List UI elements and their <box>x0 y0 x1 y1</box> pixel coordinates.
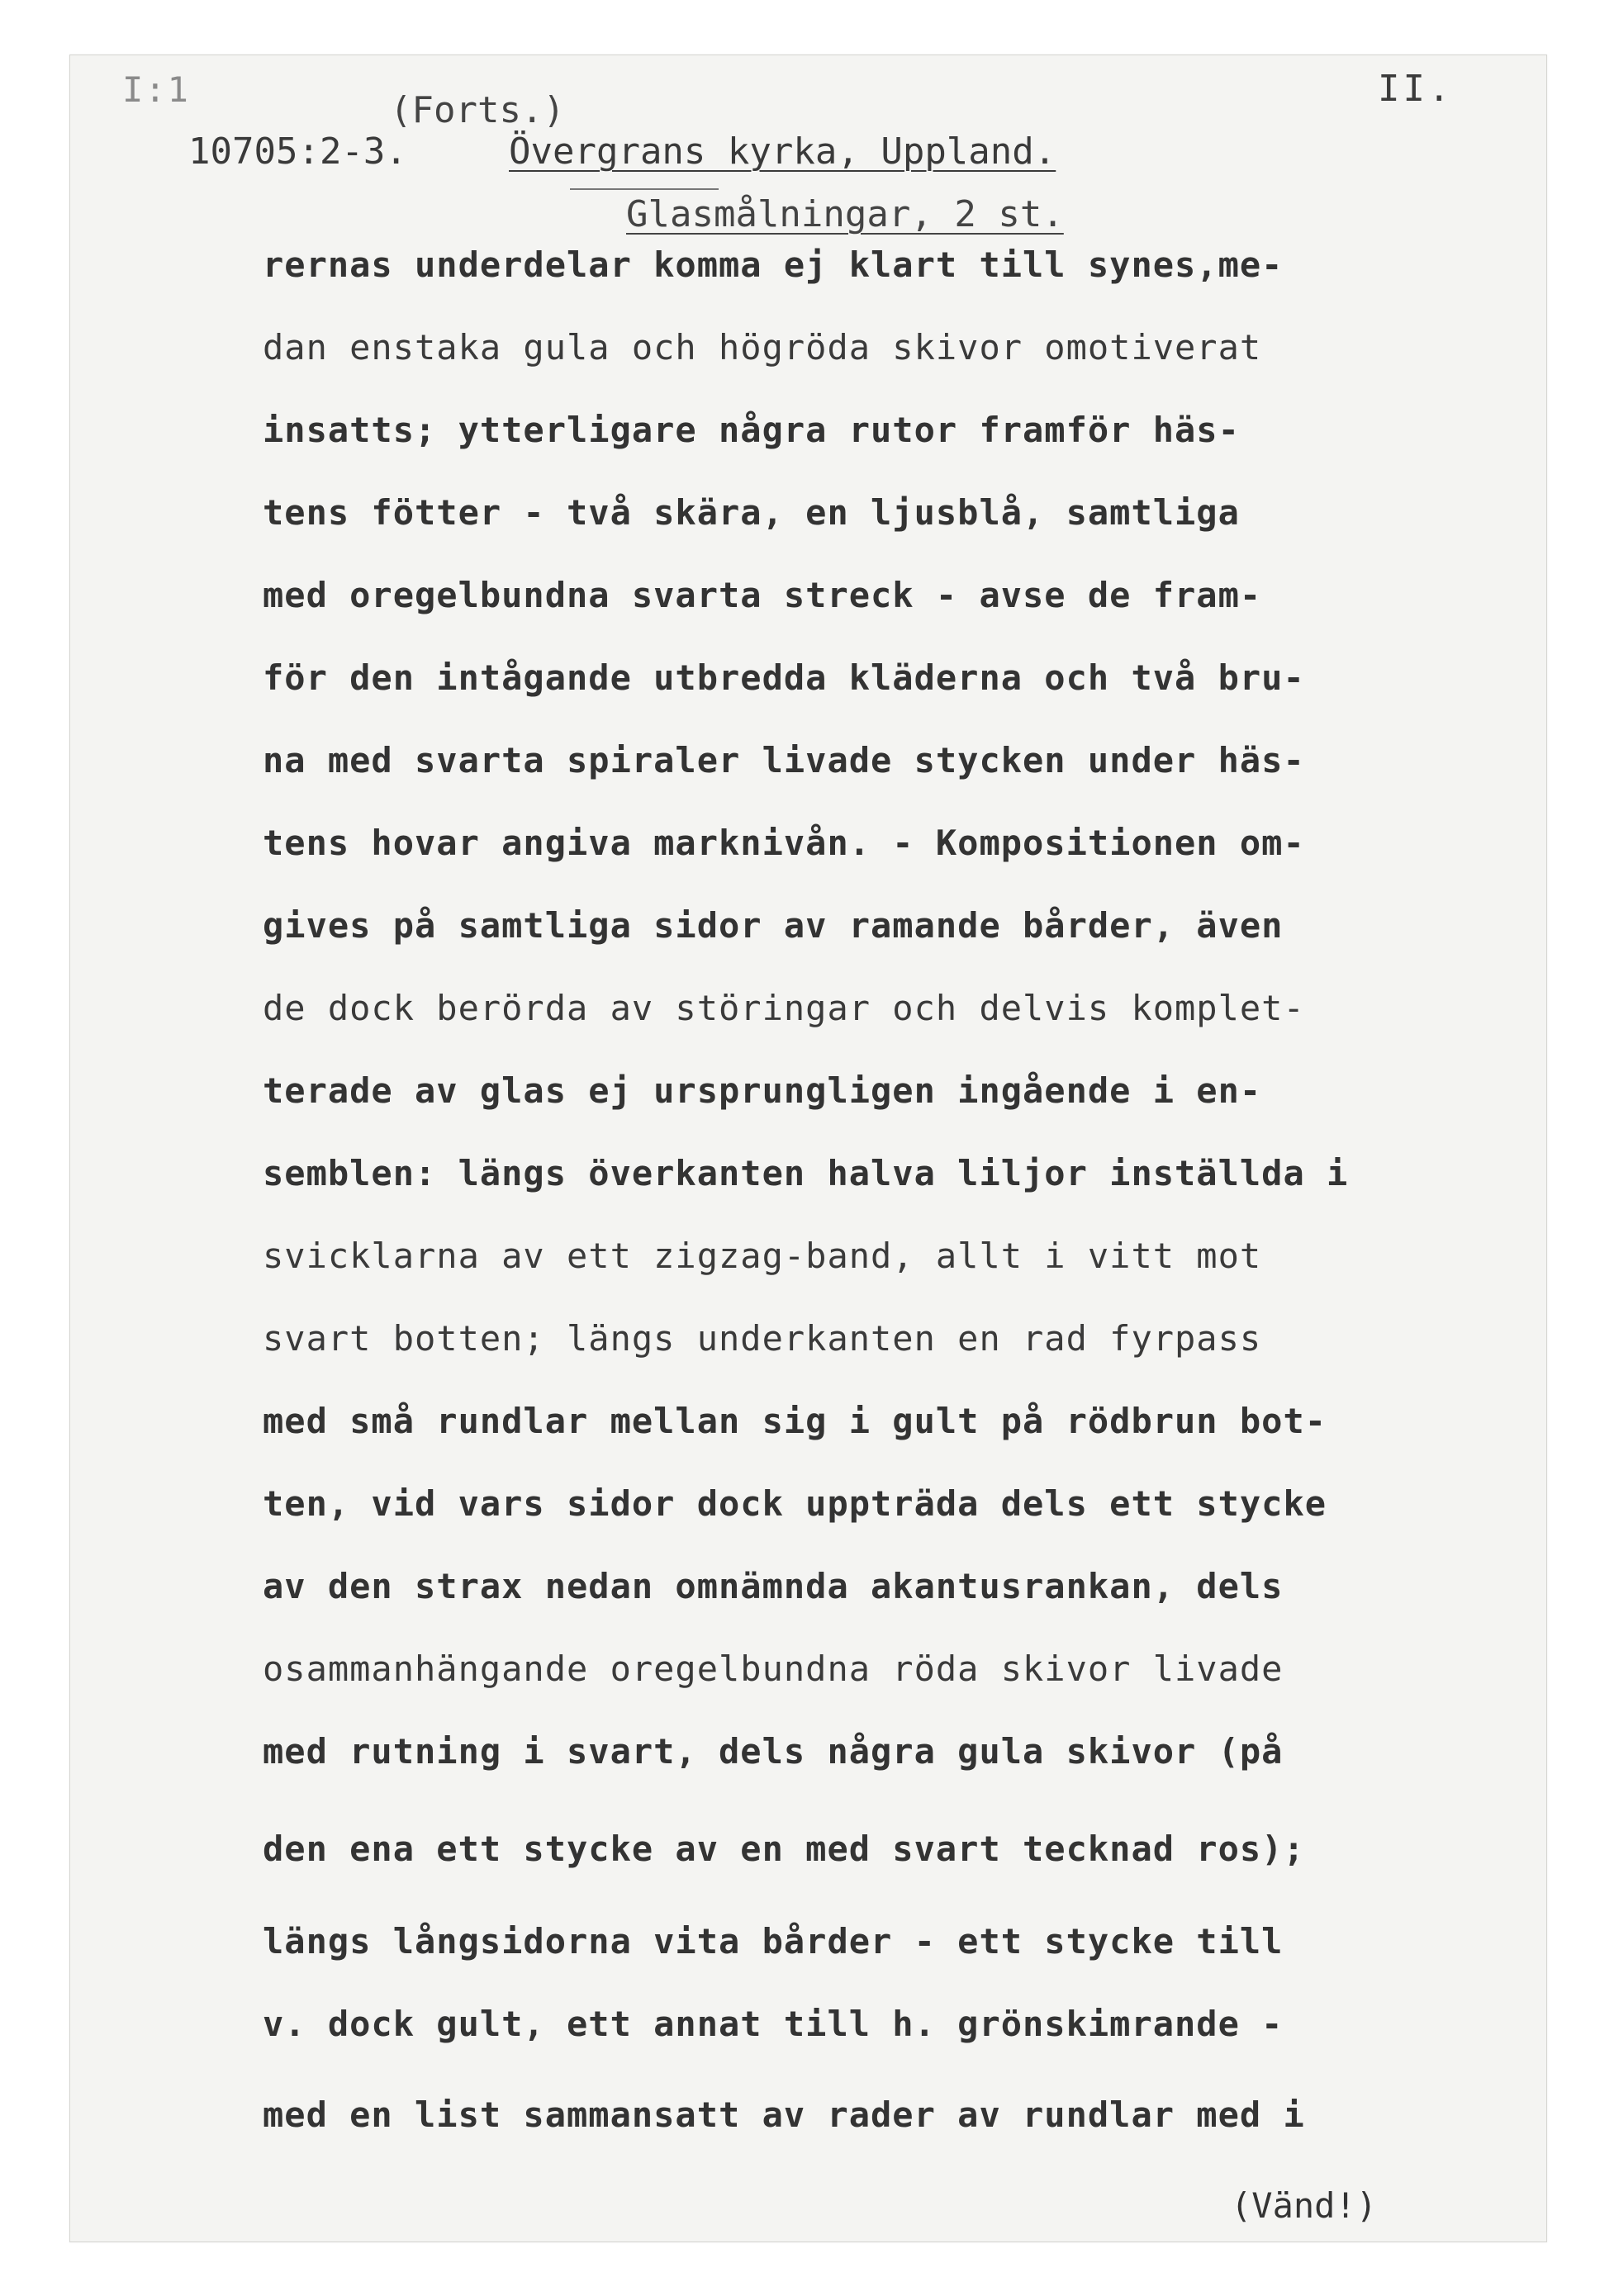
text-line: insatts; ytterligare några rutor framför häs- <box>263 410 1240 450</box>
text-line: ten, vid vars sidor dock uppträda dels ett stycke <box>263 1483 1327 1524</box>
text-line: semblen: längs överkanten halva liljor inställda i <box>263 1153 1349 1193</box>
text-line: tens hovar angiva marknivån. - Kompositionen om- <box>263 823 1305 863</box>
document-page <box>69 55 1547 2242</box>
text-line: gives på samtliga sidor av ramande bårder, även <box>263 905 1284 946</box>
text-line: för den intågande utbredda kläderna och två bru- <box>263 657 1305 698</box>
text-line: svart botten; längs underkanten en rad fyrpass <box>263 1318 1262 1359</box>
continuation-label: (Forts.) <box>390 89 565 131</box>
location-title: Övergrans kyrka, Uppland. <box>509 130 1056 173</box>
subtitle: Glasmålningar, 2 st. <box>626 193 1064 235</box>
text-line: v. dock gult, ett annat till h. grönskimrande - <box>263 2004 1284 2044</box>
text-line: med rutning i svart, dels några gula skivor (på <box>263 1731 1284 1772</box>
text-line: osammanhängande oregelbundna röda skivor livade <box>263 1648 1284 1689</box>
text-line: med oregelbundna svarta streck - avse de fram- <box>263 575 1262 615</box>
corner-mark: I:1 <box>122 69 190 110</box>
text-line: rernas underdelar komma ej klart till synes,me- <box>263 244 1284 285</box>
text-line: längs långsidorna vita bårder - ett stycke till <box>263 1921 1284 1962</box>
text-line: svicklarna av ett zigzag-band, allt i vitt mot <box>263 1236 1262 1276</box>
text-line: na med svarta spiraler livade stycken under häs- <box>263 740 1305 780</box>
text-line: den ena ett stycke av en med svart tecknad ros); <box>263 1829 1305 1869</box>
text-line: av den strax nedan omnämnda akantusrankan, dels <box>263 1566 1284 1606</box>
text-line: med en list sammansatt av rader av rundlar med i <box>263 2094 1305 2135</box>
text-line: tens fötter - två skära, en ljusblå, samtliga <box>263 492 1240 533</box>
catalog-number: 10705:2-3. <box>188 130 407 173</box>
text-line: terade av glas ej ursprungligen ingående i en- <box>263 1070 1262 1111</box>
text-line: de dock berörda av störingar och delvis komplet- <box>263 988 1305 1028</box>
page-number: II. <box>1378 68 1454 110</box>
text-line: dan enstaka gula och högröda skivor omotiverat <box>263 327 1262 368</box>
turn-page-note: (Vänd!) <box>1231 2185 1378 2226</box>
header-rule <box>570 188 719 190</box>
text-line: med små rundlar mellan sig i gult på rödbrun bot- <box>263 1401 1327 1441</box>
